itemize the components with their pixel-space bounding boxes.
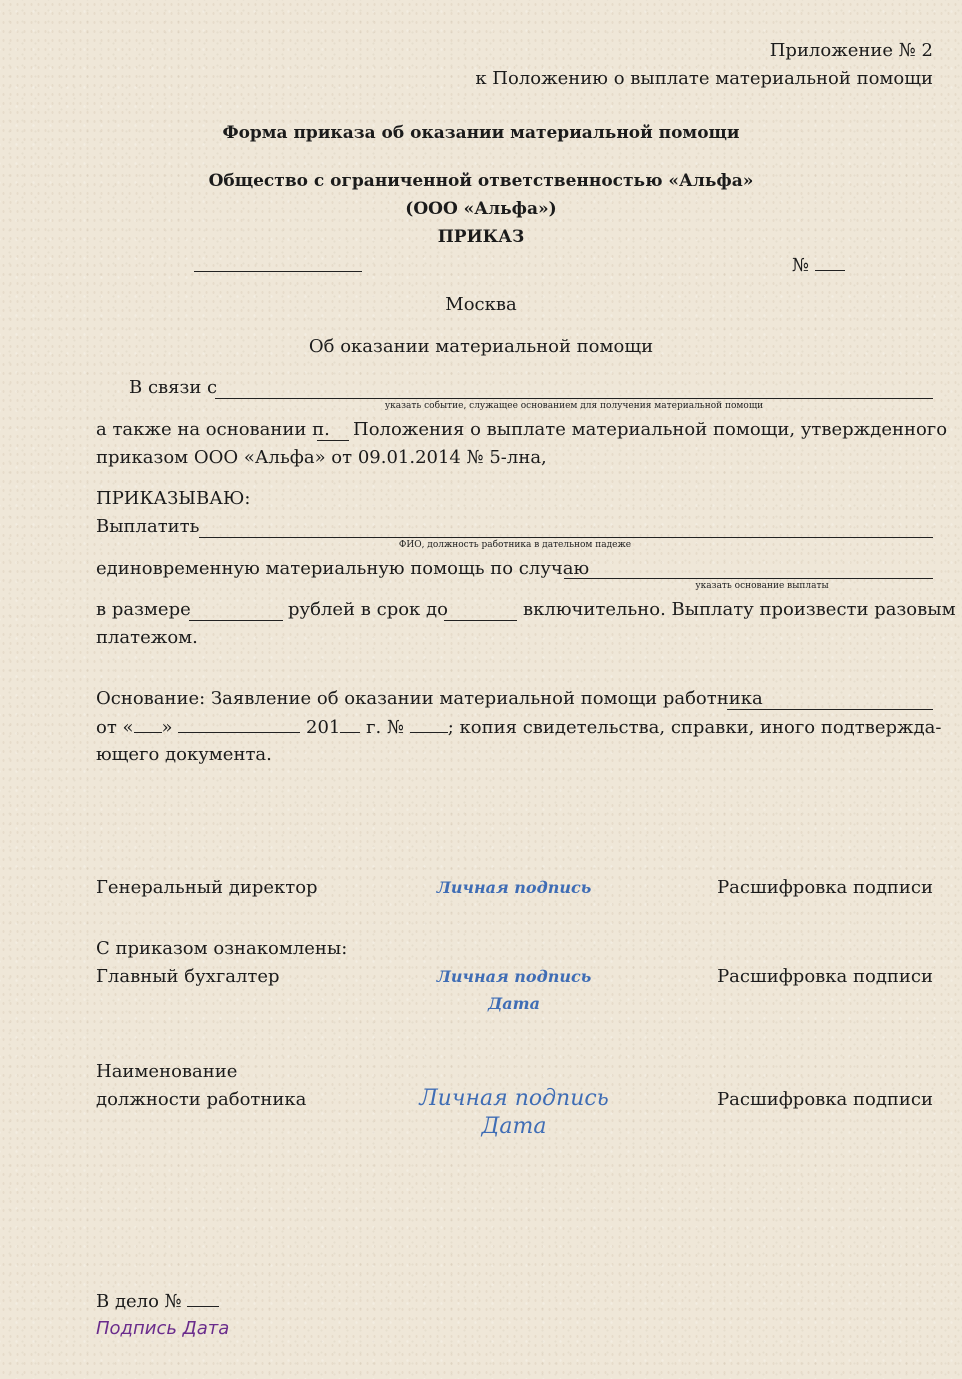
pay-label: Выплатить bbox=[96, 516, 200, 537]
supporting-docs-end: ющего документа. bbox=[96, 744, 272, 765]
month-blank bbox=[178, 716, 300, 733]
case-number-label: В дело № bbox=[96, 1291, 182, 1312]
date-open-quote: от « bbox=[96, 717, 134, 738]
case-number-blank bbox=[187, 1290, 219, 1307]
order-title: ПРИКАЗ bbox=[437, 227, 525, 247]
year-blank bbox=[340, 716, 360, 733]
footer-signature-date: Подпись Дата bbox=[96, 1318, 230, 1339]
recipient-hint: ФИО, должность работника в дательном падеже bbox=[398, 540, 632, 550]
director-signature-decode: Расшифровка подписи bbox=[717, 877, 933, 898]
number-sign: № bbox=[792, 255, 810, 276]
basis-clause-a: а также на основании п. bbox=[96, 419, 330, 440]
annex-number: Приложение № 2 bbox=[769, 40, 933, 61]
accountant-date: Дата bbox=[488, 994, 540, 1013]
employee-signature: Личная подпись bbox=[419, 1086, 609, 1111]
case-number bbox=[96, 1290, 219, 1313]
deadline-label: рублей в срок до bbox=[288, 599, 448, 620]
order-heading: ПРИКАЗЫВАЮ: bbox=[96, 488, 251, 509]
statement-number-label: г. № bbox=[366, 717, 405, 738]
clause-number-blank bbox=[317, 440, 349, 441]
company-full-name: Общество с ограниченной ответственностью «Альфа» bbox=[208, 171, 754, 191]
number-blank bbox=[815, 254, 845, 271]
employee-position-label-1: Наименование bbox=[96, 1061, 238, 1082]
director-label: Генеральный директор bbox=[96, 877, 318, 898]
recipient-blank-line bbox=[199, 537, 933, 538]
deadline-blank-line bbox=[444, 620, 517, 621]
form-title: Форма приказа об оказании материальной помощи bbox=[222, 123, 740, 143]
amount-blank-line bbox=[189, 620, 283, 621]
basis-statement: Основание: Заявление об оказании материальной помощи работника bbox=[96, 688, 763, 709]
year-prefix: 201 bbox=[306, 717, 341, 738]
basis-order-ref: приказом ООО «Альфа» от 09.01.2014 № 5-лна, bbox=[96, 447, 547, 468]
supporting-docs: ; копия свидетельства, справки, иного подтвержда- bbox=[447, 717, 942, 738]
lump-sum-label: единовременную материальную помощь по случаю bbox=[96, 558, 590, 579]
basis-clause-b: Положения о выплате материальной помощи, утвержденного bbox=[353, 419, 948, 440]
accountant-label: Главный бухгалтер bbox=[96, 966, 280, 987]
acquainted-label: С приказом ознакомлены: bbox=[96, 938, 348, 959]
reason-blank-line bbox=[215, 398, 933, 399]
employee-date: Дата bbox=[481, 1114, 547, 1139]
accountant-signature: Личная подпись bbox=[436, 967, 592, 986]
employee-position-label-2: должности работника bbox=[96, 1089, 307, 1110]
payment-instruction: включительно. Выплату произвести разовым bbox=[523, 599, 956, 620]
order-subject: Об оказании материальной помощи bbox=[308, 336, 654, 357]
statement-number-blank bbox=[410, 716, 448, 733]
amount-label: в размере bbox=[96, 599, 191, 620]
payment-reason-blank-line bbox=[564, 578, 933, 579]
payment-reason-hint: указать основание выплаты bbox=[695, 581, 829, 591]
accountant-signature-decode: Расшифровка подписи bbox=[717, 966, 933, 987]
date-close-quote: » bbox=[161, 717, 173, 738]
director-signature: Личная подпись bbox=[436, 878, 592, 897]
reason-prefix: В связи с bbox=[129, 377, 218, 398]
reason-hint: указать событие, служащее основанием для получения материальной помощи bbox=[384, 401, 764, 411]
annex-reference: к Положению о выплате материальной помощи bbox=[475, 68, 933, 89]
payment-instruction-end: платежом. bbox=[96, 627, 198, 648]
employee-signature-decode: Расшифровка подписи bbox=[717, 1089, 933, 1110]
order-number bbox=[792, 254, 845, 277]
basis-date-line bbox=[96, 716, 941, 739]
company-short-name: (ООО «Альфа») bbox=[405, 199, 557, 219]
date-blank-line bbox=[194, 271, 362, 272]
employee-name-blank-line bbox=[727, 709, 933, 710]
day-blank bbox=[134, 716, 162, 733]
city: Москва bbox=[445, 294, 517, 315]
